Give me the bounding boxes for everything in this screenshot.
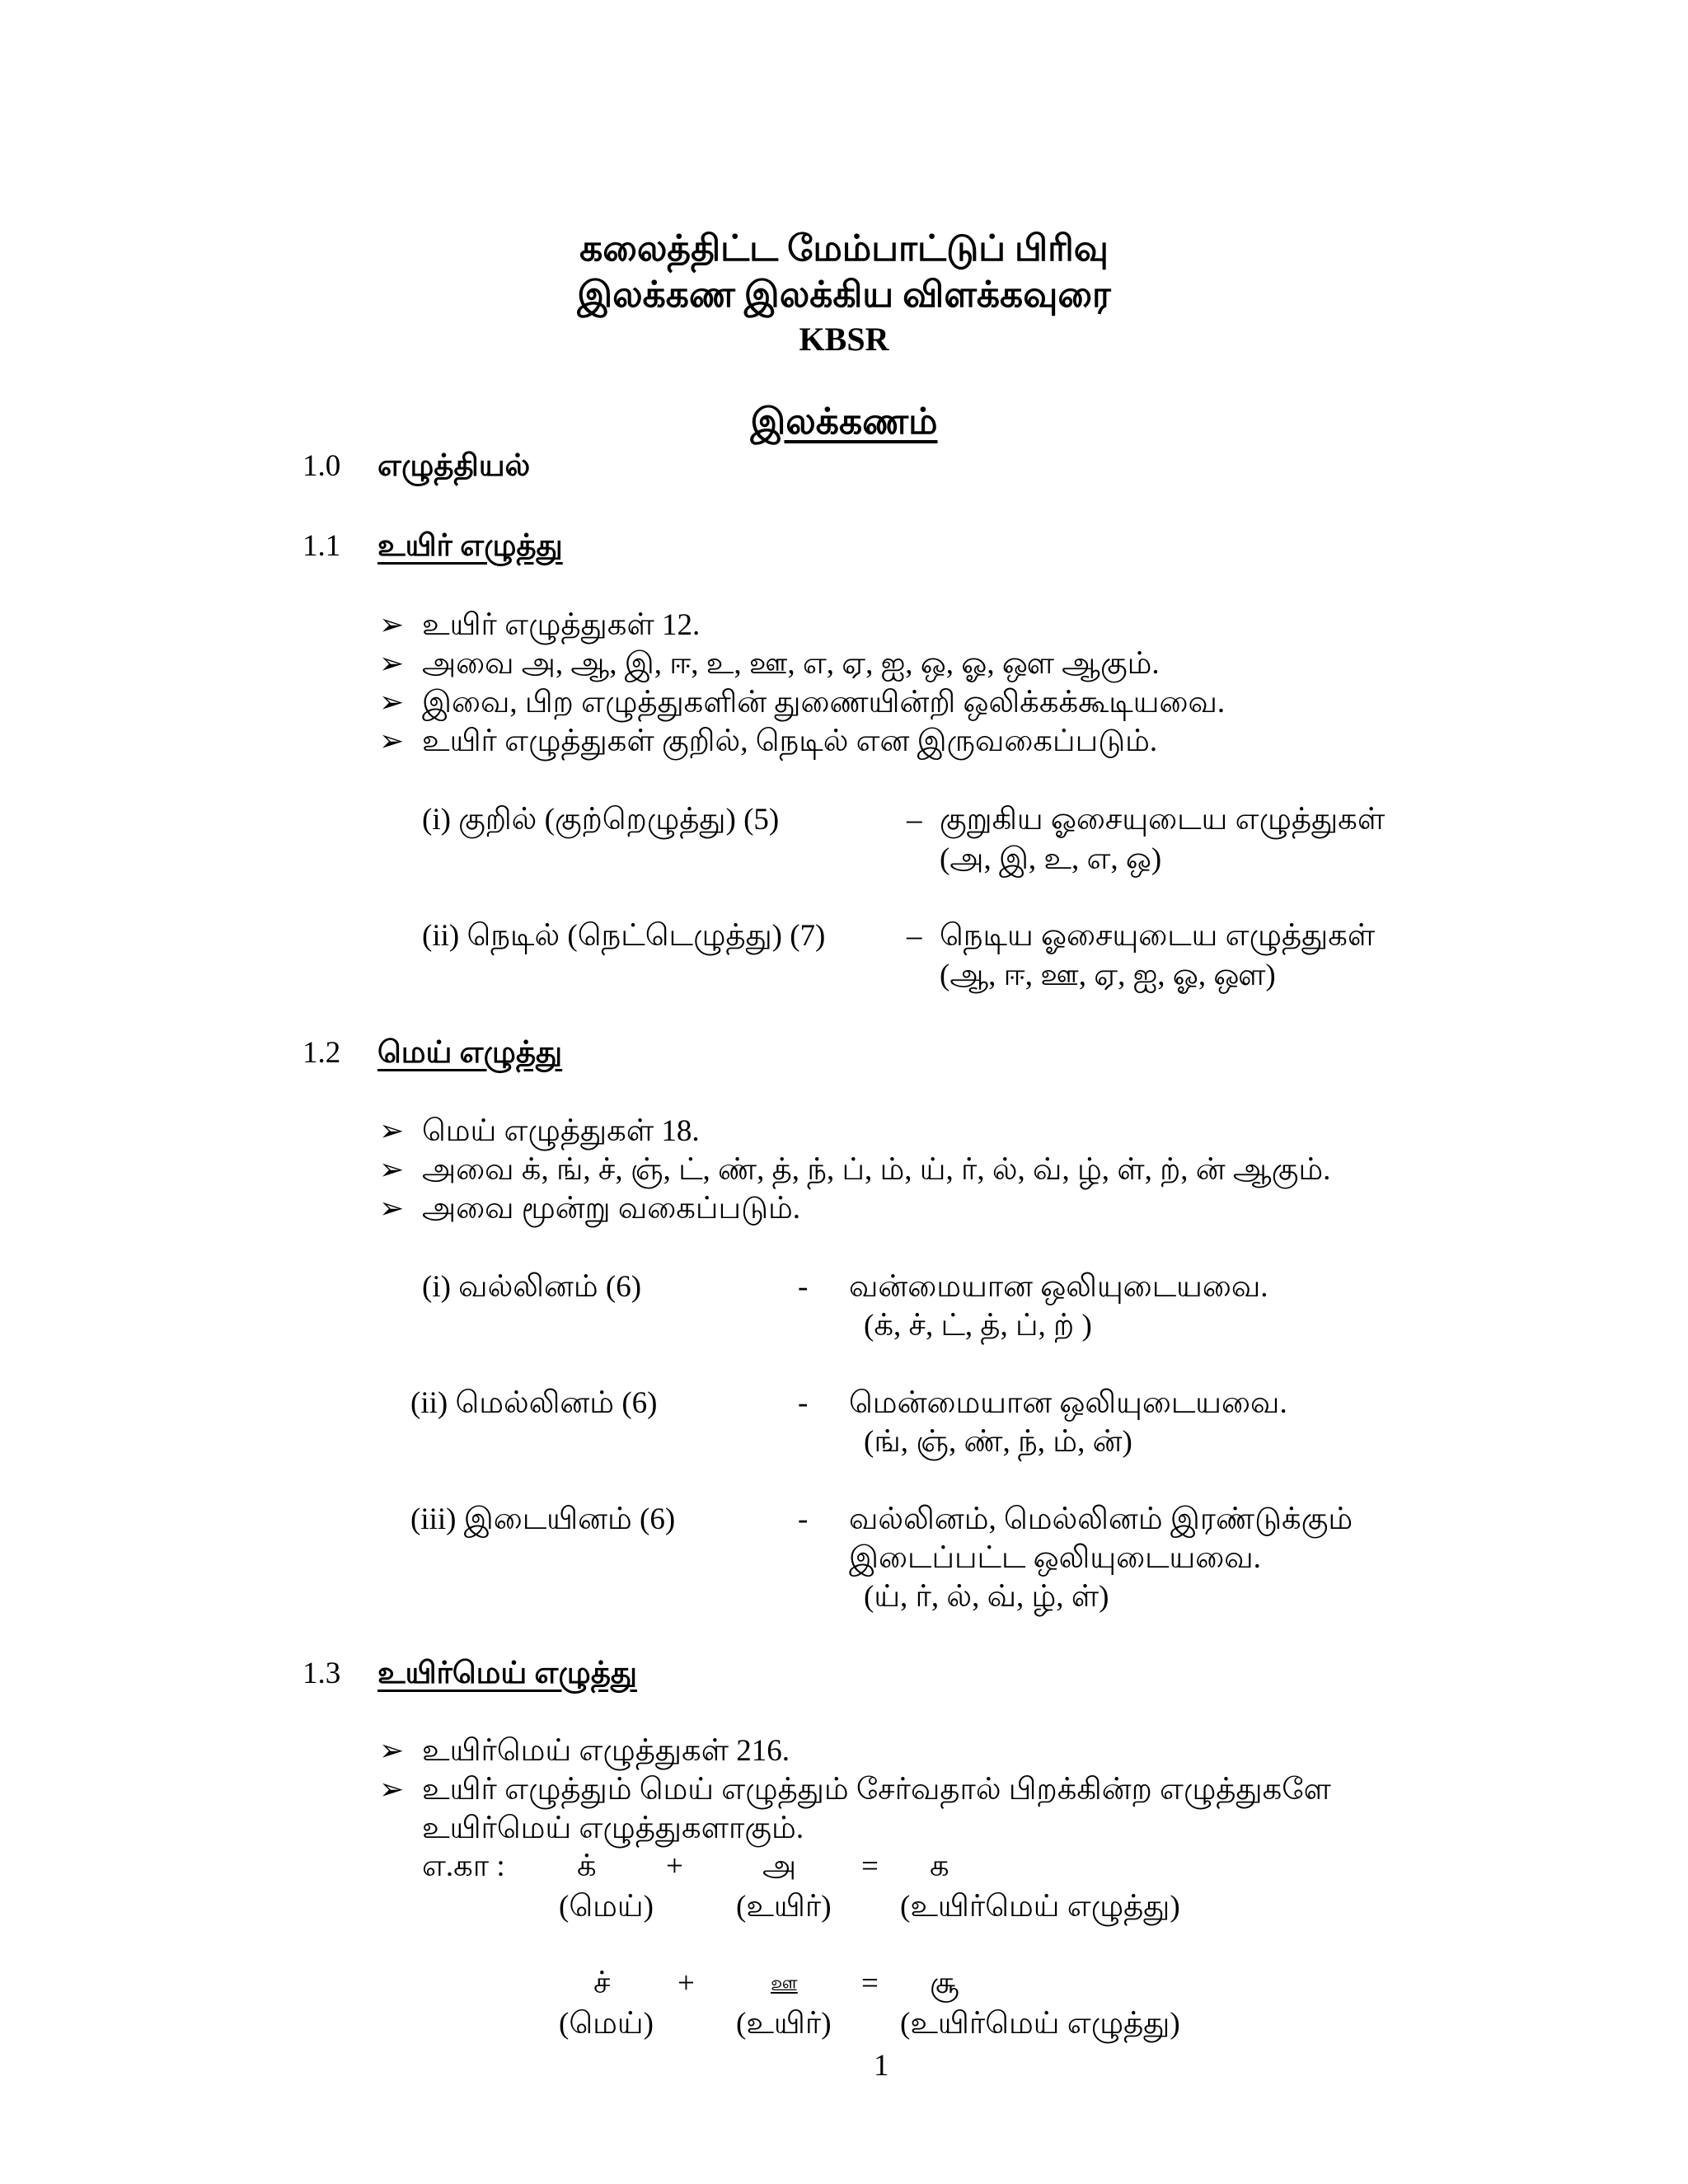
section-number: 1.0 [302, 449, 341, 483]
item-label: (ii) மெல்லினம் (6) [410, 1386, 658, 1420]
item-dash: - [798, 1386, 809, 1420]
example-consonant: ச் [593, 1966, 611, 2000]
section-heading: எழுத்தியல் [377, 449, 531, 483]
bullet-arrow-icon: ➢ [379, 1192, 405, 1225]
item-description: வன்மையான ஒலியுடையவை. [849, 1270, 1268, 1304]
bullet-arrow-icon: ➢ [379, 686, 405, 719]
bullet-text-cont: உயிர்மெய் எழுத்துகளாகும். [422, 1811, 804, 1845]
bullet-arrow-icon: ➢ [379, 1114, 405, 1147]
item-letters: (க், ச், ட், த், ப், ற் ) [864, 1309, 1092, 1343]
item-label: (i) வல்லினம் (6) [422, 1270, 642, 1304]
example-vowel: ஊ [771, 1971, 798, 1995]
example-caption: (உயிர்) [736, 1890, 832, 1924]
item-label: (ii) நெடில் (நெட்டெழுத்து) (7) [422, 919, 826, 953]
item-letters: (ஆ, ஈ, ஊ, ஏ, ஐ, ஓ, ஔ) [940, 958, 1276, 992]
section-heading: மெய் எழுத்து [377, 1036, 563, 1070]
example-plus: + [666, 1849, 683, 1883]
section-title: இலக்கணம் [750, 401, 938, 442]
bullet-text: உயிர்மெய் எழுத்துகள் 216. [422, 1734, 790, 1768]
bullet-text: அவை அ, ஆ, இ, ஈ, உ, ஊ, எ, ஏ, ஐ, ஒ, ஓ, ஔ ஆகும். [422, 647, 1160, 681]
bullet-arrow-icon: ➢ [379, 1734, 405, 1767]
example-vowel: அ [762, 1849, 797, 1883]
item-label: (i) குறில் (குற்றெழுத்து) (5) [422, 803, 780, 837]
item-letters: (ய், ர், ல், வ், ழ், ள்) [864, 1580, 1109, 1614]
example-plus: + [678, 1966, 695, 2000]
bullet-text: உயிர் எழுத்துகள் 12. [422, 608, 701, 642]
item-description: மென்மையான ஒலியுடையவை. [849, 1386, 1287, 1420]
bullet-arrow-icon: ➢ [379, 724, 405, 757]
item-dash: - [798, 1502, 809, 1536]
item-dash: - [798, 1270, 809, 1304]
section-heading: உயிர் எழுத்து [377, 529, 563, 563]
section-number: 1.1 [302, 529, 341, 563]
item-dash: – [907, 919, 922, 953]
example-equals: = [861, 1849, 879, 1883]
bullet-text: இவை, பிற எழுத்துகளின் துணையின்றி ஒலிக்கக்கூடியவை. [422, 686, 1226, 719]
item-letters: (அ, இ, உ, எ, ஒ) [940, 842, 1162, 876]
example-caption: (உயிர்மெய் எழுத்து) [900, 2007, 1180, 2041]
bullet-arrow-icon: ➢ [379, 647, 405, 680]
item-label: (iii) இடையினம் (6) [410, 1502, 676, 1536]
section-number: 1.2 [302, 1036, 341, 1070]
example-caption: (உயிர்மெய் எழுத்து) [900, 1890, 1180, 1924]
example-equals: = [861, 1966, 879, 2000]
example-result: சூ [930, 1966, 959, 2000]
bullet-text: அவை மூன்று வகைப்படும். [422, 1192, 801, 1226]
section-heading: உயிர்மெய் எழுத்து [377, 1657, 638, 1690]
example-caption: (உயிர்) [736, 2007, 832, 2041]
bullet-arrow-icon: ➢ [379, 608, 405, 641]
header-kbsr: KBSR [799, 321, 889, 358]
example-label: எ.கா : [422, 1849, 505, 1883]
item-description: குறுகிய ஓசையுடைய எழுத்துகள் [940, 803, 1386, 837]
header-line-1: கலைத்திட்ட மேம்பாட்டுப் பிரிவு [579, 228, 1109, 269]
bullet-text: உயிர் எழுத்தும் மெய் எழுத்தும் சேர்வதால் பிறக்கின்ற எழுத்துகளே [422, 1773, 1331, 1807]
header-line-2: இலக்கண இலக்கிய விளக்கவுரை [577, 274, 1111, 315]
bullet-arrow-icon: ➢ [379, 1153, 405, 1186]
item-description: நெடிய ஓசையுடைய எழுத்துகள் [940, 919, 1376, 953]
example-caption: (மெய்) [559, 1890, 654, 1924]
bullet-text: உயிர் எழுத்துகள் குறில், நெடில் என இருவகைப்படும். [422, 724, 1158, 758]
page-number: 1 [874, 2049, 889, 2083]
item-letters: (ங், ஞ், ண், ந், ம், ன்) [864, 1425, 1132, 1459]
bullet-arrow-icon: ➢ [379, 1773, 405, 1806]
item-description: வல்லினம், மெல்லினம் இரண்டுக்கும் [849, 1502, 1353, 1536]
bullet-text: மெய் எழுத்துகள் 18. [422, 1114, 700, 1148]
section-number: 1.3 [302, 1657, 341, 1690]
example-consonant: க் [577, 1849, 597, 1883]
example-result: க [930, 1849, 950, 1883]
bullet-text: அவை க், ங், ச், ஞ், ட், ண், த், ந், ப், ம், ய், ர், ல், வ், ழ், ள், ற், ன் ஆகும். [422, 1153, 1331, 1187]
item-description-cont: இடைப்பட்ட ஒலியுடையவை. [849, 1541, 1261, 1575]
item-dash: – [907, 803, 922, 837]
example-caption: (மெய்) [559, 2007, 654, 2041]
